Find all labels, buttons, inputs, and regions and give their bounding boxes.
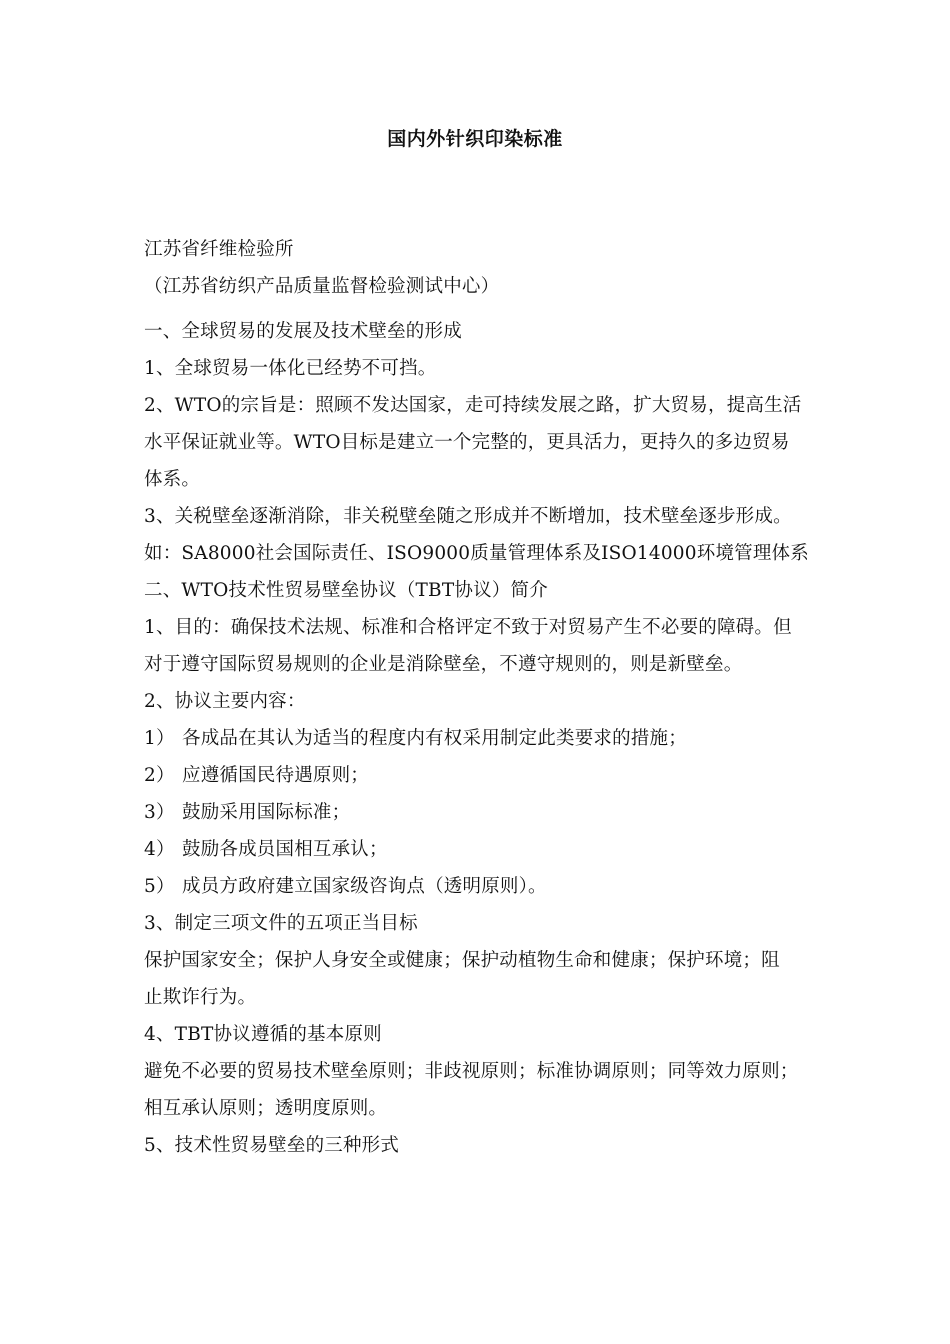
paragraph: 相互承认原则；透明度原则。 [144, 1098, 388, 1119]
paragraph: 1、全球贸易一体化已经势不可挡。 [144, 358, 437, 379]
list-item-number: 4） [144, 839, 175, 860]
paragraph: 3、制定三项文件的五项正当目标 [144, 913, 418, 934]
paragraph: 3、关税壁垒逐渐消除，非关税壁垒随之形成并不断增加，技术壁垒逐步形成。 [144, 506, 792, 527]
list-item [144, 727, 816, 751]
organization-subtitle: （江苏省纺织产品质量监督检验测试中心） [144, 276, 500, 297]
list-item-text: 成员方政府建立国家级咨询点（透明原则）。 [182, 876, 547, 897]
list-item-text: 鼓励采用国际标准； [182, 802, 351, 823]
list-item-text: 应遵循国民待遇原则； [182, 765, 370, 786]
section-1-heading: 一、全球贸易的发展及技术壁垒的形成 [144, 321, 462, 342]
list-item-number: 3） [144, 802, 175, 823]
paragraph: 止欺诈行为。 [144, 987, 257, 1008]
paragraph: 体系。 [144, 469, 201, 490]
list-item [144, 875, 816, 899]
list-item-text: 鼓励各成员国相互承认； [182, 839, 388, 860]
paragraph: 水平保证就业等。WTO目标是建立一个完整的，更具活力，更持久的多边贸易 [144, 432, 790, 453]
organization-name: 江苏省纤维检验所 [144, 239, 294, 260]
paragraph: 2、协议主要内容： [144, 691, 306, 712]
paragraph: 避免不必要的贸易技术壁垒原则；非歧视原则；标准协调原则；同等效力原则； [144, 1061, 799, 1082]
list-item-number: 5） [144, 876, 175, 897]
paragraph: 4、TBT协议遵循的基本原则 [144, 1024, 382, 1045]
list-item-number: 2） [144, 765, 175, 786]
list-item [144, 838, 816, 862]
section-2-heading: 二、WTO技术性贸易壁垒协议（TBT协议）简介 [144, 580, 548, 601]
paragraph: 5、技术性贸易壁垒的三种形式 [144, 1135, 400, 1156]
document-body [144, 238, 816, 1171]
paragraph: 保护国家安全；保护人身安全或健康；保护动植物生命和健康；保护环境；阻 [144, 950, 780, 971]
paragraph: 如：SA8000社会国际责任、ISO9000质量管理体系及ISO14000环境管理体系 [144, 543, 809, 564]
list-item [144, 801, 816, 825]
list-item-number: 1） [144, 728, 175, 749]
paragraph: 2、WTO的宗旨是：照顾不发达国家，走可持续发展之路，扩大贸易，提高生活 [144, 395, 802, 416]
paragraph: 1、目的：确保技术法规、标准和合格评定不致于对贸易产生不必要的障碍。但 [144, 617, 792, 638]
paragraph: 对于遵守国际贸易规则的企业是消除壁垒，不遵守规则的，则是新壁垒。 [144, 654, 743, 675]
list-item [144, 764, 816, 788]
document-title: 国内外针织印染标准 [387, 128, 563, 150]
list-item-text: 各成品在其认为适当的程度内有权采用制定此类要求的措施； [182, 728, 687, 749]
